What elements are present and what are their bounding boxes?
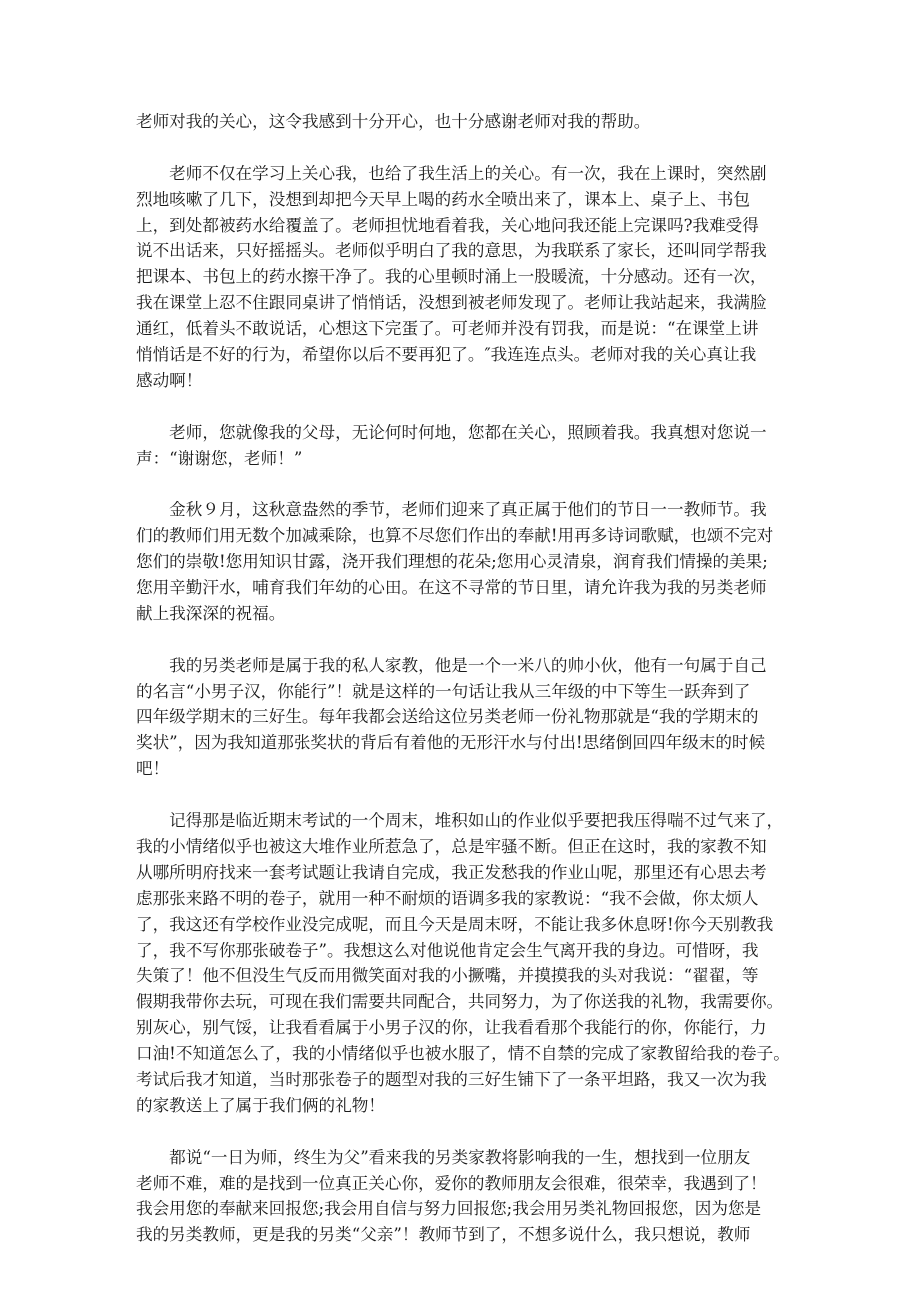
text-line: 我的小情绪似乎也被这大堆作业所惹急了，总是牢骚不断。但正在这时，我的家教不知 [136, 836, 767, 856]
text-line: 们的教师们用无数个加减乘除，也算不尽您们作出的奉献!用再多诗词歌赋，也颂不完对 [136, 526, 774, 546]
paragraph [136, 109, 790, 135]
paragraph [136, 653, 790, 782]
text-line: 烈地咳嗽了几下，没想到却把今天早上喝的药水全喷出来了，课本上、桌子上、书包 [136, 189, 750, 209]
text-line: 假期我带你去玩，可现在我们需要共同配合，共同努力，为了你送我的礼物，我需要你。 [136, 992, 784, 1012]
text-line: 的名言“小男子汉，你能行”！就是这样的一句话让我从三年级的中下等生一跃奔到了 [136, 681, 751, 701]
text-line: 老师，您就像我的父母，无论何时何地，您都在关心，照顾着我。我真想对您说一 [136, 422, 767, 442]
text-line: 别灰心，别气馁，让我看看属于小男子汉的你，让我看看那个我能行的你，你能行，力 [136, 1018, 767, 1038]
document-page [136, 109, 790, 1248]
paragraph-gap [136, 1119, 790, 1145]
text-line: 虑那张来路不明的卷子，就用一种不耐烦的语调多我的家教说：“我不会做，你太烦人 [136, 888, 759, 908]
text-line: 我在课堂上忍不住跟同桌讲了悄悄话，没想到被老师发现了。老师让我站起来，我满脸 [136, 293, 767, 313]
text-line: 记得那是临近期末考试的一个周末，堆积如山的作业似乎要把我压得喘不过气来了， [136, 811, 784, 831]
text-line: 把课本、书包上的药水擦干净了。我的心里顿时涌上一股暖流，十分感动。还有一次， [136, 267, 767, 287]
text-line: 老师不难，难的是找到一位真正关心你，爱你的教师朋友会很难，很荣幸，我遇到了！ [136, 1173, 767, 1193]
text-line: 奖状”，因为我知道那张奖状的背后有着他的无形汗水与付出!思绪倒回四年级末的时候 [136, 733, 766, 753]
paragraph-gap [136, 471, 790, 497]
text-line: 失策了！他不但没生气反而用微笑面对我的小撅嘴，并摸摸我的头对我说：“翟翟，等 [136, 966, 759, 986]
text-line: 我的另类老师是属于我的私人家教，他是一个一米八的帅小伙，他有一句属于自己 [136, 655, 767, 675]
text-line: 四年级学期末的三好生。每年我都会送给这位另类老师一份礼物那就是“我的学期末的 [136, 707, 759, 727]
text-line: 了，我不写你那张破卷子”。我想这么对他说他肯定会生气离开我的身边。可惜呀，我 [136, 940, 759, 960]
paragraph [136, 161, 790, 394]
paragraph [136, 420, 790, 472]
text-line: 献上我深深的祝福。 [136, 603, 286, 623]
paragraph-gap [136, 782, 790, 808]
paragraph-gap [136, 627, 790, 653]
text-line: 您们的崇敬!您用知识甘露，浇开我们理想的花朵;您用心灵清泉，润育我们情操的美果; [136, 552, 768, 572]
text-line: 您用辛勤汗水，哺育我们年幼的心田。在这不寻常的节日里，请允许我为我的另类老师 [136, 578, 767, 598]
text-line: 我会用您的奉献来回报您;我会用自信与努力回报您;我会用另类礼物回报您，因为您是 [136, 1199, 762, 1219]
text-line: 都说“一日为师，终生为父”看来我的另类家教将影响我的一生，想找到一位朋友 [136, 1147, 751, 1167]
text-line: 的家教送上了属于我们俩的礼物！ [136, 1095, 385, 1115]
text-line: 金秋９月，这秋意盎然的季节，老师们迎来了真正属于他们的节日一一教师节。我 [136, 500, 767, 520]
text-line: 从哪所明府找来一套考试题让我请自完成，我正发愁我的作业山呢，那里还有心思去考 [136, 862, 767, 882]
text-line: 说不出话来，只好摇摇头。老师似乎明白了我的意思，为我联系了家长，还叫同学帮我 [136, 241, 767, 261]
text-line: 悄悄话是不好的行为，希望你以后不要再犯了。″我连连点头。老师对我的关心真让我 [136, 345, 757, 365]
text-line: 我的另类教师，更是我的另类“父亲”！教师节到了，不想多说什么，我只想说，教师 [136, 1225, 751, 1245]
paragraph-gap [136, 394, 790, 420]
text-line: 了，我这还有学校作业没完成呢，而且今天是周末呀，不能让我多休息呀!你今天别教我 [136, 914, 774, 934]
text-line: 考试后我才知道，当时那张卷子的题型对我的三好生铺下了一条平坦路，我又一次为我 [136, 1069, 767, 1089]
text-line: 上，到处都被药水给覆盖了。老师担忧地看着我，关心地问我还能上完课吗?我难受得 [136, 215, 759, 235]
paragraph-gap [136, 135, 790, 161]
text-line: 通红，低着头不敢说话，心想这下完蛋了。可老师并没有罚我，而是说：“在课堂上讲 [136, 319, 759, 339]
text-line: 老师不仅在学习上关心我，也给了我生活上的关心。有一次，我在上课时，突然剧 [136, 163, 767, 183]
paragraph [136, 1145, 790, 1249]
text-line: 老师对我的关心，这令我感到十分开心，也十分感谢老师对我的帮助。 [136, 112, 651, 131]
text-line: 声：“谢谢您，老师！” [136, 448, 303, 468]
paragraph [136, 497, 790, 626]
text-line: 感动啊！ [136, 370, 203, 390]
paragraph [136, 808, 790, 1119]
text-line: 吧！ [136, 759, 170, 779]
text-line: 口油!不知道怎么了，我的小情绪似乎也被水服了，情不自禁的完成了家教留给我的卷子。 [136, 1044, 790, 1064]
